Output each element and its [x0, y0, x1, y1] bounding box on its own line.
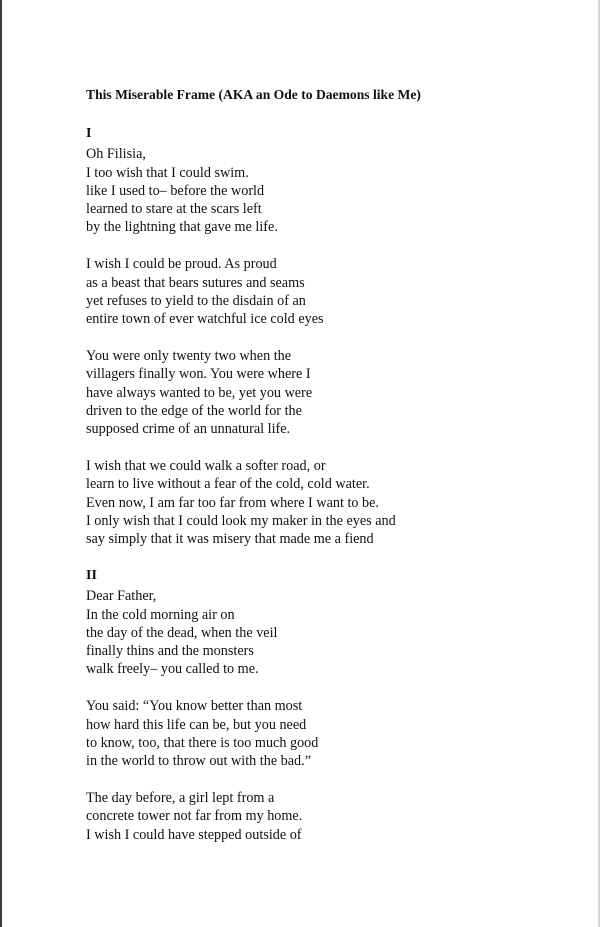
poem-title: This Miserable Frame (AKA an Ode to Daemons like Me)	[86, 87, 421, 102]
poem-line: driven to the edge of the world for the	[86, 402, 302, 419]
poem-line: The day before, a girl lept from a	[86, 789, 275, 806]
page-left-edge	[0, 0, 2, 927]
poem-line: supposed crime of an unnatural life.	[86, 421, 291, 438]
poem-line: learned to stare at the scars left	[86, 201, 262, 218]
poem-line: finally thins and the monsters	[86, 643, 254, 660]
poem-line: Oh Filisia,	[86, 146, 146, 163]
section-heading: II	[86, 567, 97, 583]
poem-line: entire town of ever watchful ice cold eyes	[86, 311, 324, 328]
poem-line: in the world to throw out with the bad.”	[86, 753, 311, 770]
poem-line: I wish that we could walk a softer road, or	[86, 457, 326, 474]
poem-line: Even now, I am far too far from where I want to be.	[86, 494, 379, 511]
stanza	[86, 697, 566, 770]
poem-line: by the lightning that gave me life.	[86, 219, 278, 236]
poem-line: walk freely– you called to me.	[86, 661, 259, 678]
poem-line: as a beast that bears sutures and seams	[86, 274, 305, 291]
poem-line: In the cold morning air on	[86, 606, 235, 623]
poem-line: how hard this life can be, but you need	[86, 716, 307, 733]
poem-line: Dear Father,	[86, 588, 157, 605]
poem-line: I wish I could be proud. As proud	[86, 256, 277, 273]
poem-section-2	[86, 567, 566, 844]
stanza	[86, 457, 566, 548]
section-heading: I	[86, 126, 92, 141]
poem-line: the day of the dead, when the veil	[86, 624, 278, 641]
poem-line: villagers finally won. You were where I	[86, 366, 311, 383]
poem-line: like I used to– before the world	[86, 182, 265, 199]
poem-line: You said: “You know better than most	[86, 698, 303, 715]
poem-line: yet refuses to yield to the disdain of an	[86, 292, 306, 309]
poem-line: say simply that it was misery that made me a fiend	[86, 531, 374, 548]
stanza	[86, 789, 566, 844]
poem-line: You were only twenty two when the	[86, 347, 292, 364]
stanza	[86, 587, 566, 678]
stanza	[86, 145, 566, 236]
poem-line: concrete tower not far from my home.	[86, 808, 303, 825]
stanza	[86, 347, 566, 438]
poem-line: to know, too, that there is too much good	[86, 734, 319, 751]
poem-section-1	[86, 125, 566, 548]
poem-line: I wish I could have stepped outside of	[86, 826, 302, 843]
poem-line: learn to live without a fear of the cold, cold water.	[86, 476, 370, 493]
stanza	[86, 255, 566, 328]
poem-body	[86, 86, 566, 862]
poem-line: I only wish that I could look my maker in the eyes and	[86, 512, 396, 529]
poem-line: I too wish that I could swim.	[86, 164, 249, 181]
poem-line: have always wanted to be, yet you were	[86, 384, 313, 401]
